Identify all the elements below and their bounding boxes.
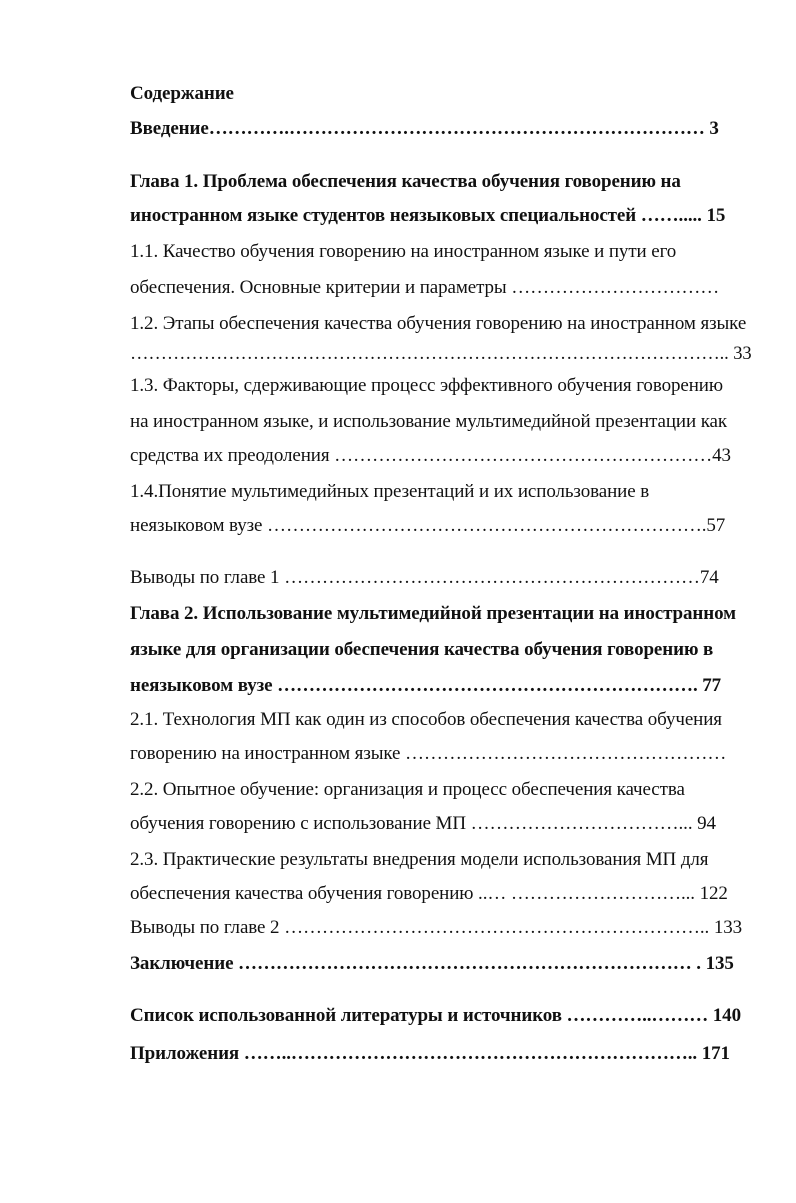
toc-section-1-3-line3: средства их преодоления ……………………………………………………43	[130, 445, 731, 466]
toc-section-1-4-line1: 1.4.Понятие мультимедийных презентаций и их использование в	[130, 481, 650, 502]
toc-entry-appendix: Приложения ……..……………………………………………………….. 171	[130, 1043, 730, 1064]
toc-section-2-2-line2: обучения говорению с использование МП ……………………………... 94	[130, 813, 716, 834]
toc-chapter1-line2: иностранном языке студентов неязыковых специальностей ……..... 15	[130, 205, 726, 226]
toc-section-1-4-line2: неязыковом вузе …………………………………………………………….57	[130, 515, 726, 536]
toc-section-1-3-line1: 1.3. Факторы, сдерживающие процесс эффективного обучения говорению	[130, 375, 723, 396]
toc-section-1-2-line1: 1.2. Этапы обеспечения качества обучения говорению на иностранном языке	[130, 313, 747, 334]
toc-section-1-2-line2: …………………………………………………………………………………….. 33	[130, 343, 752, 364]
toc-chapter2-line3: неязыковом вузе …………………………………………………………. 77	[130, 675, 722, 696]
toc-entry-conclusion: Заключение ……………………………………………………………… . 135	[130, 953, 734, 974]
toc-section-2-1-line2: говорению на иностранном языке ……………………………………………	[130, 743, 727, 764]
toc-section-1-1-line2: обеспечения. Основные критерии и параметры ……………………………	[130, 277, 720, 298]
toc-entry-references: Список использованной литературы и источников …………..……… 140	[130, 1005, 741, 1026]
toc-title: Содержание	[130, 83, 234, 104]
toc-section-2-3-line1: 2.3. Практические результаты внедрения модели использования МП для	[130, 849, 709, 870]
toc-entry-intro: Введение………….………………………………………………………… 3	[130, 118, 719, 139]
toc-section-2-3-line2: обеспечения качества обучения говорению ..… ………………………... 122	[130, 883, 728, 904]
toc-chapter2-conclusions: Выводы по главе 2 ………………………………………………………….. 133	[130, 917, 743, 938]
toc-chapter1-line1: Глава 1. Проблема обеспечения качества обучения говорению на	[130, 171, 681, 192]
toc-section-2-1-line1: 2.1. Технология МП как один из способов обеспечения качества обучения	[130, 709, 722, 730]
toc-section-1-3-line2: на иностранном языке, и использование мультимедийной презентации как	[130, 411, 728, 432]
toc-chapter2-line2: языке для организации обеспечения качества обучения говорению в	[130, 639, 714, 660]
toc-section-1-1-line1: 1.1. Качество обучения говорению на иностранном языке и пути его	[130, 241, 677, 262]
toc-section-2-2-line1: 2.2. Опытное обучение: организация и процесс обеспечения качества	[130, 779, 685, 800]
toc-chapter1-conclusions: Выводы по главе 1 …………………………………………………………74	[130, 567, 719, 588]
toc-chapter2-line1: Глава 2. Использование мультимедийной презентации на иностранном	[130, 603, 736, 624]
